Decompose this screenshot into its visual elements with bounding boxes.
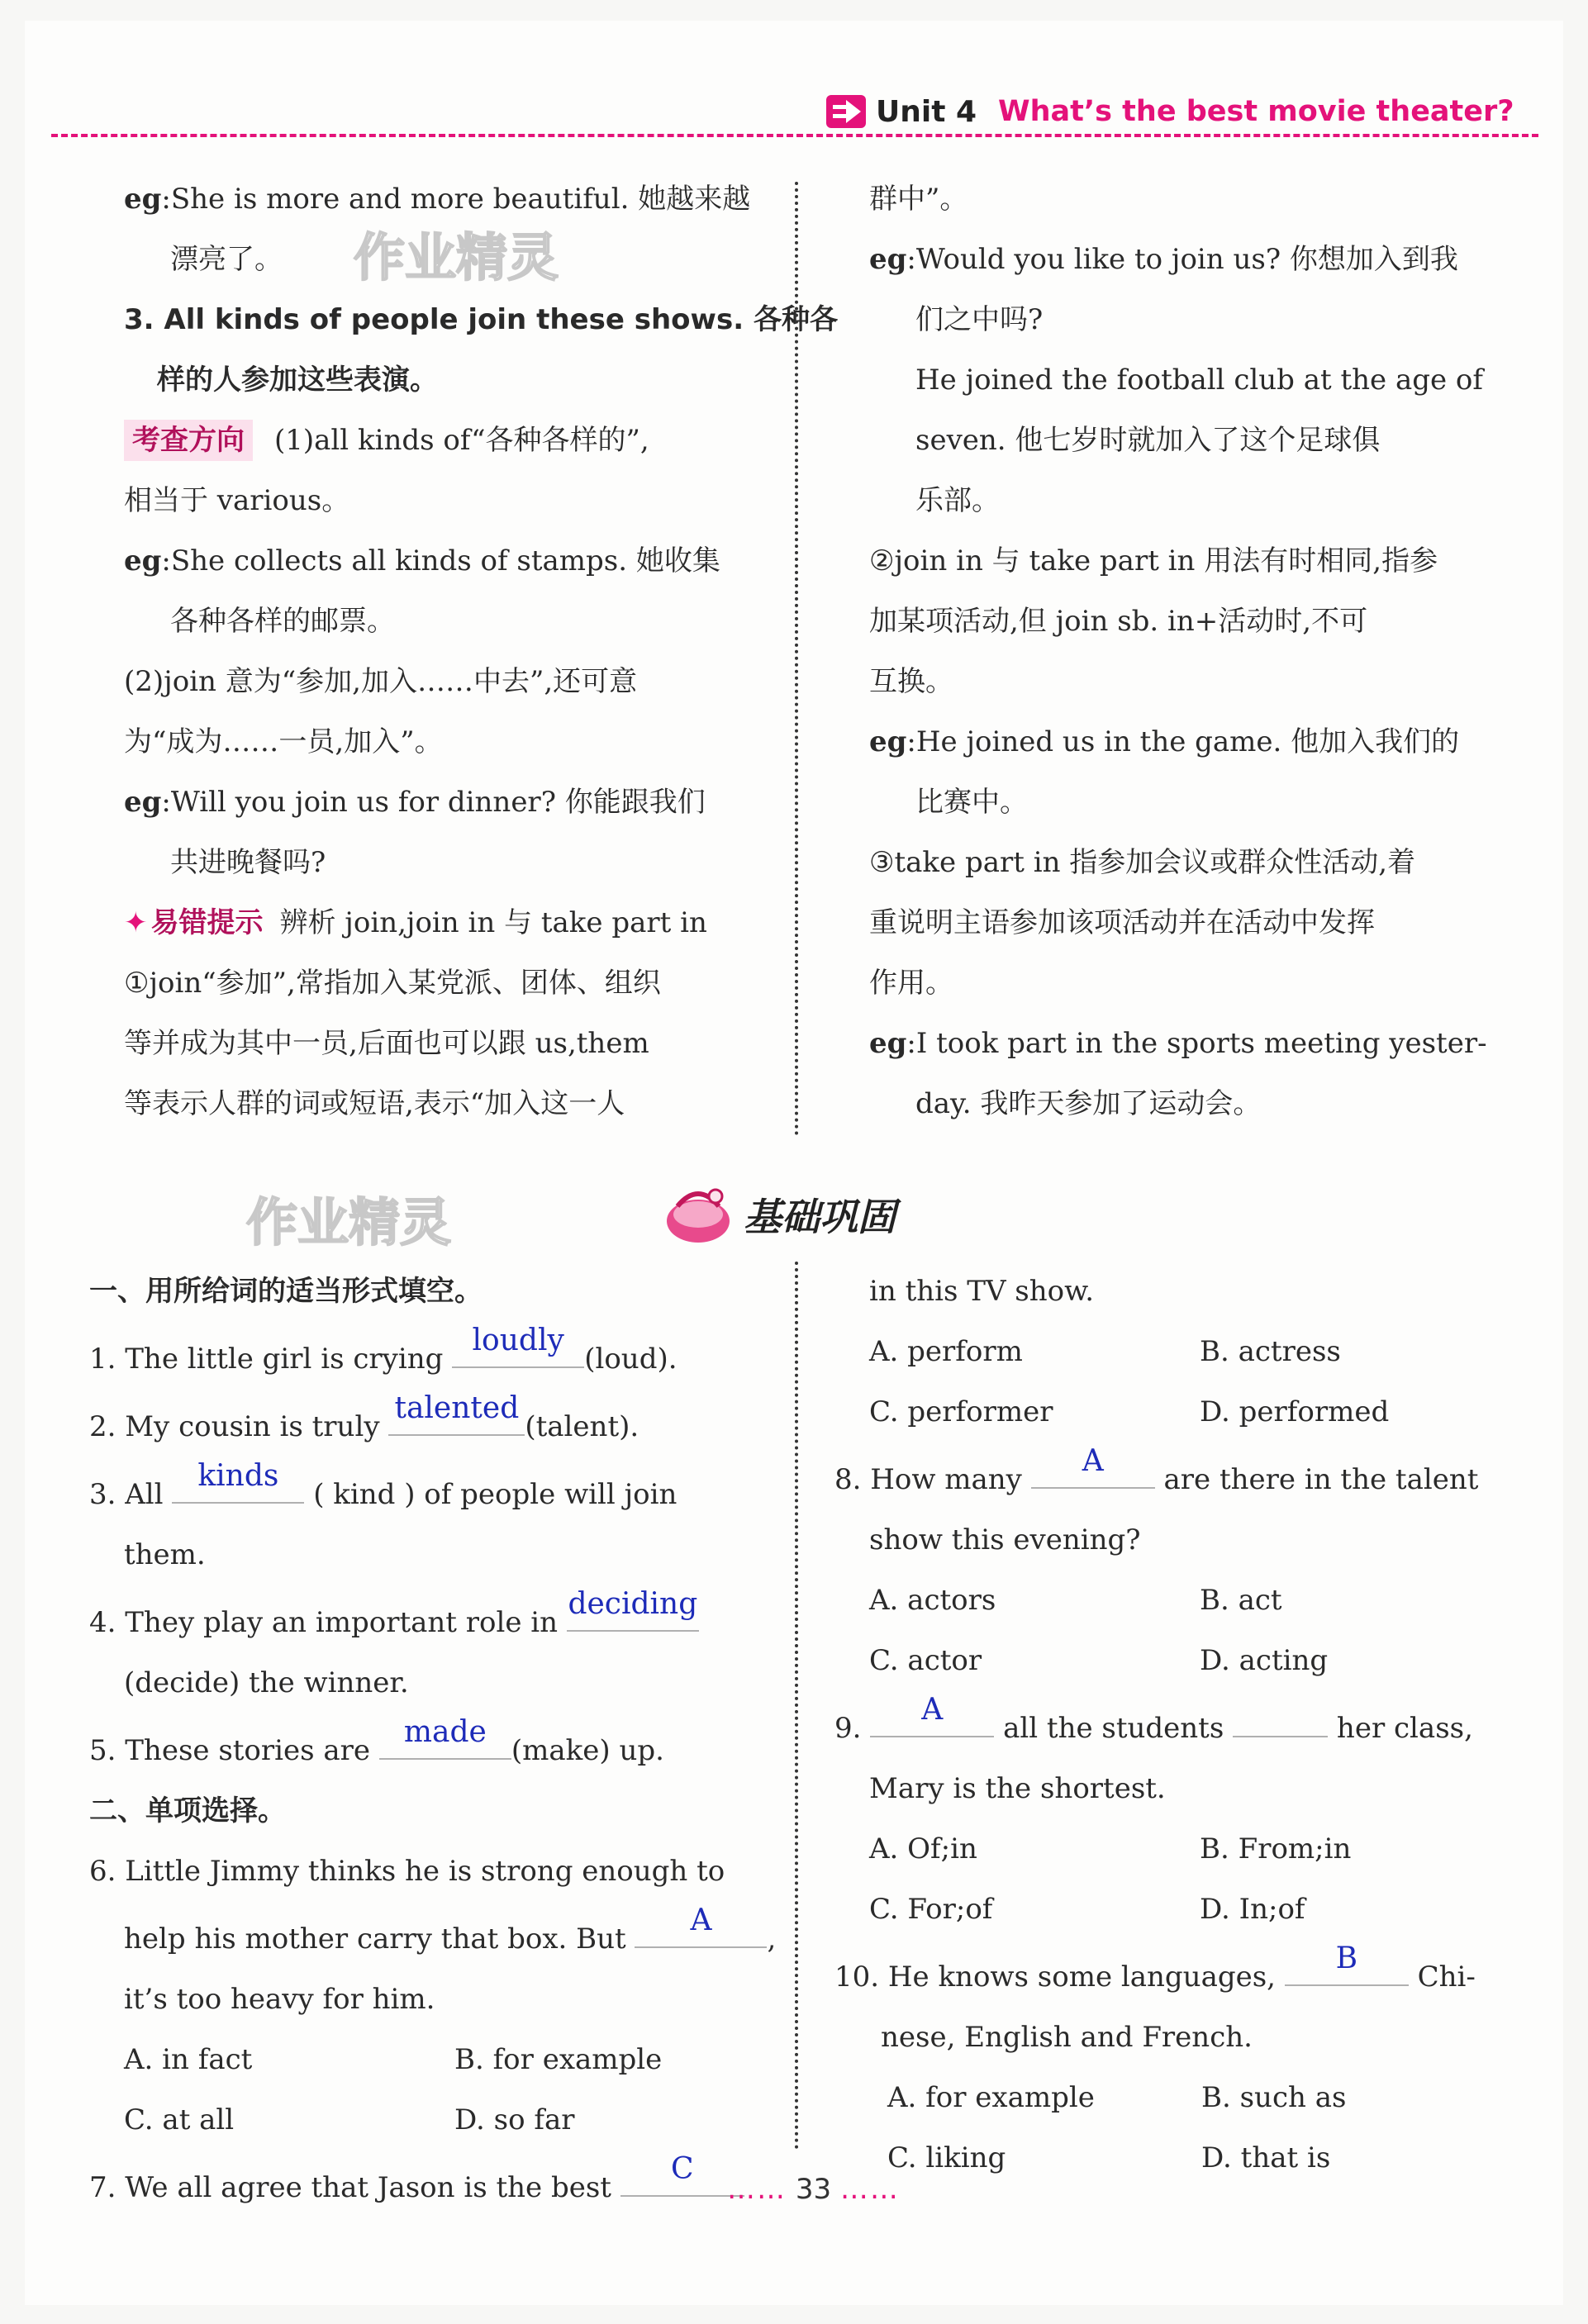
- options-row: [834, 1571, 1478, 1631]
- eg-label: eg: [124, 544, 162, 577]
- page-number-value: 33: [795, 2173, 832, 2206]
- page-number: [727, 2173, 900, 2206]
- note-text: :She collects all kinds of stamps. 她收集: [161, 544, 720, 577]
- note-line: [869, 169, 1487, 230]
- focus-tag: 考查方向: [124, 420, 253, 461]
- note-text: (1)all kinds of“各种各样的”,: [274, 424, 649, 457]
- option: C. at all: [124, 2103, 235, 2136]
- note-text: :Would you like to join us? 你想加入到我: [906, 243, 1458, 276]
- eg-label: eg: [124, 786, 162, 819]
- note-text: 辨析 join,join in 与 take part in: [279, 906, 707, 939]
- note-line: [124, 953, 838, 1014]
- options-row: [834, 1382, 1478, 1442]
- note-line: [124, 531, 838, 592]
- answer: deciding: [568, 1587, 698, 1621]
- eg-label: eg: [869, 243, 907, 276]
- question-4-cont: (decide) the winner.: [124, 1666, 409, 1699]
- answer: loudly: [472, 1324, 564, 1357]
- unit-header: [826, 87, 1514, 136]
- note-line: [124, 833, 838, 893]
- exercises-right-column: [834, 1262, 1478, 2189]
- note-text: day. 我昨天参加了运动会。: [915, 1087, 1262, 1120]
- unit-label: Unit 4: [876, 94, 977, 129]
- question-6-line2: help his mother carry that box. But A ,: [89, 1902, 776, 1970]
- answer-blank: [567, 1585, 699, 1632]
- note-line: [124, 652, 838, 712]
- note-line: [124, 290, 838, 350]
- answer: A: [1082, 1444, 1104, 1478]
- options-row: [834, 1322, 1478, 1382]
- eg-label: eg: [869, 725, 907, 758]
- note-line: [124, 772, 838, 833]
- answer-blank: [870, 1691, 994, 1737]
- note-line: [869, 833, 1487, 893]
- note-line: [124, 230, 838, 290]
- answer: A: [690, 1903, 712, 1937]
- option: B. act: [1200, 1584, 1282, 1617]
- part2-heading: 二、单项选择。: [89, 1794, 286, 1827]
- watermark: 作业精灵: [246, 1192, 452, 1252]
- note-line: [124, 893, 838, 953]
- option: A. in fact: [124, 2043, 253, 2076]
- note-line: [869, 772, 1487, 833]
- question-6-line3: it’s too heavy for him.: [124, 1983, 435, 2016]
- note-text: 相当于 various。: [124, 484, 350, 517]
- question-9-line2: Mary is the shortest.: [869, 1772, 1166, 1805]
- note-line: [869, 290, 1487, 350]
- option: B. From;in: [1200, 1832, 1352, 1865]
- option: A. Of;in: [869, 1832, 977, 1865]
- question-7: 7. We all agree that Jason is the best C: [89, 2151, 776, 2218]
- part1-heading: 一、用所给词的适当形式填空。: [89, 1275, 483, 1308]
- column-divider: [795, 1262, 798, 2150]
- page-dots: ……: [839, 2173, 900, 2206]
- option: D. acting: [1200, 1644, 1329, 1677]
- eg-label: eg: [124, 183, 162, 216]
- note-line: [124, 350, 838, 411]
- question-4: 4. They play an important role in deciding: [89, 1585, 776, 1653]
- note-text: 样的人参加这些表演。: [157, 364, 438, 397]
- option: C. actor: [869, 1644, 982, 1677]
- note-line: [869, 953, 1487, 1014]
- note-line: [124, 411, 838, 471]
- option: B. such as: [1201, 2081, 1347, 2114]
- bag-icon: [661, 1181, 735, 1248]
- answer-blank-empty: [1233, 1691, 1328, 1737]
- column-divider: [795, 182, 798, 1136]
- section-title: 基础巩固: [744, 1195, 896, 1239]
- note-line: [869, 230, 1487, 290]
- note-text: 们之中吗?: [915, 303, 1044, 336]
- note-text: :He joined us in the game. 他加入我们的: [906, 725, 1460, 758]
- option: C. liking: [887, 2141, 1006, 2174]
- option: D. so far: [454, 2103, 575, 2136]
- options-row: [834, 1819, 1478, 1880]
- note-line: [869, 893, 1487, 953]
- arrow-icon: [826, 95, 866, 128]
- note-line: [869, 712, 1487, 772]
- note-line: [869, 350, 1487, 411]
- options-row: [89, 2030, 776, 2090]
- note-text: ②join in 与 take part in 用法有时相同,指参: [869, 544, 1438, 577]
- answer-blank: [1031, 1442, 1155, 1489]
- option: A. perform: [869, 1335, 1023, 1368]
- eg-label: eg: [869, 1027, 907, 1060]
- options-row: [834, 2068, 1478, 2128]
- answer-blank: [620, 2151, 744, 2197]
- note-text: 共进晚餐吗?: [170, 846, 326, 879]
- note-text: :Will you join us for dinner? 你能跟我们: [161, 786, 706, 819]
- note-text: 群中”。: [869, 183, 968, 216]
- note-line: [869, 652, 1487, 712]
- note-line: [869, 592, 1487, 652]
- option: C. performer: [869, 1395, 1053, 1428]
- notes-left-column: [124, 169, 838, 1134]
- note-text: ③take part in 指参加会议或群众性活动,着: [869, 846, 1416, 879]
- question-8: 8. How many A are there in the talent: [834, 1442, 1478, 1510]
- option: D. In;of: [1200, 1893, 1305, 1926]
- note-line: [869, 1074, 1487, 1134]
- answer-blank: [172, 1457, 304, 1504]
- answer: kinds: [197, 1459, 279, 1493]
- question-8-line2: show this evening?: [869, 1523, 1141, 1556]
- option: A. for example: [887, 2081, 1095, 2114]
- note-line: [124, 712, 838, 772]
- unit-title: What’s the best movie theater?: [998, 95, 1514, 128]
- note-text: He joined the football club at the age of: [915, 364, 1483, 397]
- note-line: [869, 1014, 1487, 1074]
- note-text: (2)join 意为“参加,加入……中去”,还可意: [124, 665, 638, 698]
- option: B. actress: [1200, 1335, 1341, 1368]
- header-divider: [51, 134, 1538, 137]
- note-text: ①join“参加”,常指加入某党派、团体、组织: [124, 967, 661, 1000]
- note-line: [869, 471, 1487, 531]
- note-line: [869, 531, 1487, 592]
- note-text: 乐部。: [915, 484, 1000, 517]
- exercises-left-column: [89, 1262, 776, 2218]
- option: D. that is: [1201, 2141, 1331, 2174]
- section-header: [661, 1181, 896, 1248]
- question-3-cont: them.: [124, 1538, 206, 1571]
- answer-blank: [388, 1390, 525, 1436]
- option: C. For;of: [869, 1893, 993, 1926]
- option: B. for example: [454, 2043, 663, 2076]
- note-text: 等并成为其中一员,后面也可以跟 us,them: [124, 1027, 649, 1060]
- question-5: 5. These stories are made (make) up.: [89, 1713, 776, 1781]
- note-text: 互换。: [869, 665, 953, 698]
- note-line: [869, 411, 1487, 471]
- answer-blank: [1285, 1940, 1409, 1986]
- answer: A: [921, 1693, 944, 1727]
- question-3: 3. All kinds ( kind ) of people will join: [89, 1457, 776, 1525]
- note-text: 作用。: [869, 967, 953, 1000]
- star-icon: ✦: [124, 906, 148, 939]
- answer: C: [671, 2152, 694, 2186]
- answer: B: [1335, 1941, 1358, 1975]
- watermark: 作业精灵: [354, 227, 559, 288]
- question-10: 10. He knows some languages, B Chi-: [834, 1940, 1478, 2008]
- note-text: 3. All kinds of people join these shows. 各种各: [124, 303, 838, 336]
- note-text: 重说明主语参加该项活动并在活动中发挥: [869, 906, 1375, 939]
- answer-blank: [379, 1713, 511, 1760]
- note-line: [124, 1014, 838, 1074]
- note-text: :She is more and more beautiful. 她越来越: [161, 183, 751, 216]
- note-text: 为“成为……一员,加入”。: [124, 725, 443, 758]
- question-7-line2: in this TV show.: [869, 1275, 1094, 1308]
- note-line: [124, 169, 838, 230]
- question-10-line2: nese, English and French.: [881, 2021, 1253, 2054]
- answer-blank: [635, 1902, 767, 1948]
- note-text: 比赛中。: [915, 786, 1028, 819]
- question-9: 9. A all the students her class,: [834, 1691, 1478, 1759]
- note-line: [124, 471, 838, 531]
- option: D. performed: [1200, 1395, 1390, 1428]
- note-line: [124, 1074, 838, 1134]
- answer: made: [403, 1715, 487, 1749]
- answer-blank: [452, 1322, 584, 1368]
- question-6: 6. Little Jimmy thinks he is strong enough to: [89, 1855, 725, 1888]
- note-text: 各种各样的邮票。: [170, 605, 395, 638]
- question-2: 2. My cousin is truly talented (talent).: [89, 1390, 776, 1457]
- notes-right-column: [869, 169, 1487, 1134]
- note-text: seven. 他七岁时就加入了这个足球俱: [915, 424, 1381, 457]
- note-line: [124, 592, 838, 652]
- note-text: :I took part in the sports meeting yester-: [906, 1027, 1487, 1060]
- tip-label: 易错提示: [150, 906, 264, 939]
- note-text: 漂亮了。: [170, 243, 283, 276]
- note-text: 等表示人群的词或短语,表示“加入这一人: [124, 1087, 625, 1120]
- option: A. actors: [869, 1584, 996, 1617]
- answer: talented: [394, 1391, 520, 1425]
- page-dots: ……: [727, 2173, 787, 2206]
- question-1: 1. The little girl is crying loudly (loud).: [89, 1322, 776, 1390]
- note-text: 加某项活动,但 join sb. in+活动时,不可: [869, 605, 1368, 638]
- options-row: [834, 2128, 1478, 2189]
